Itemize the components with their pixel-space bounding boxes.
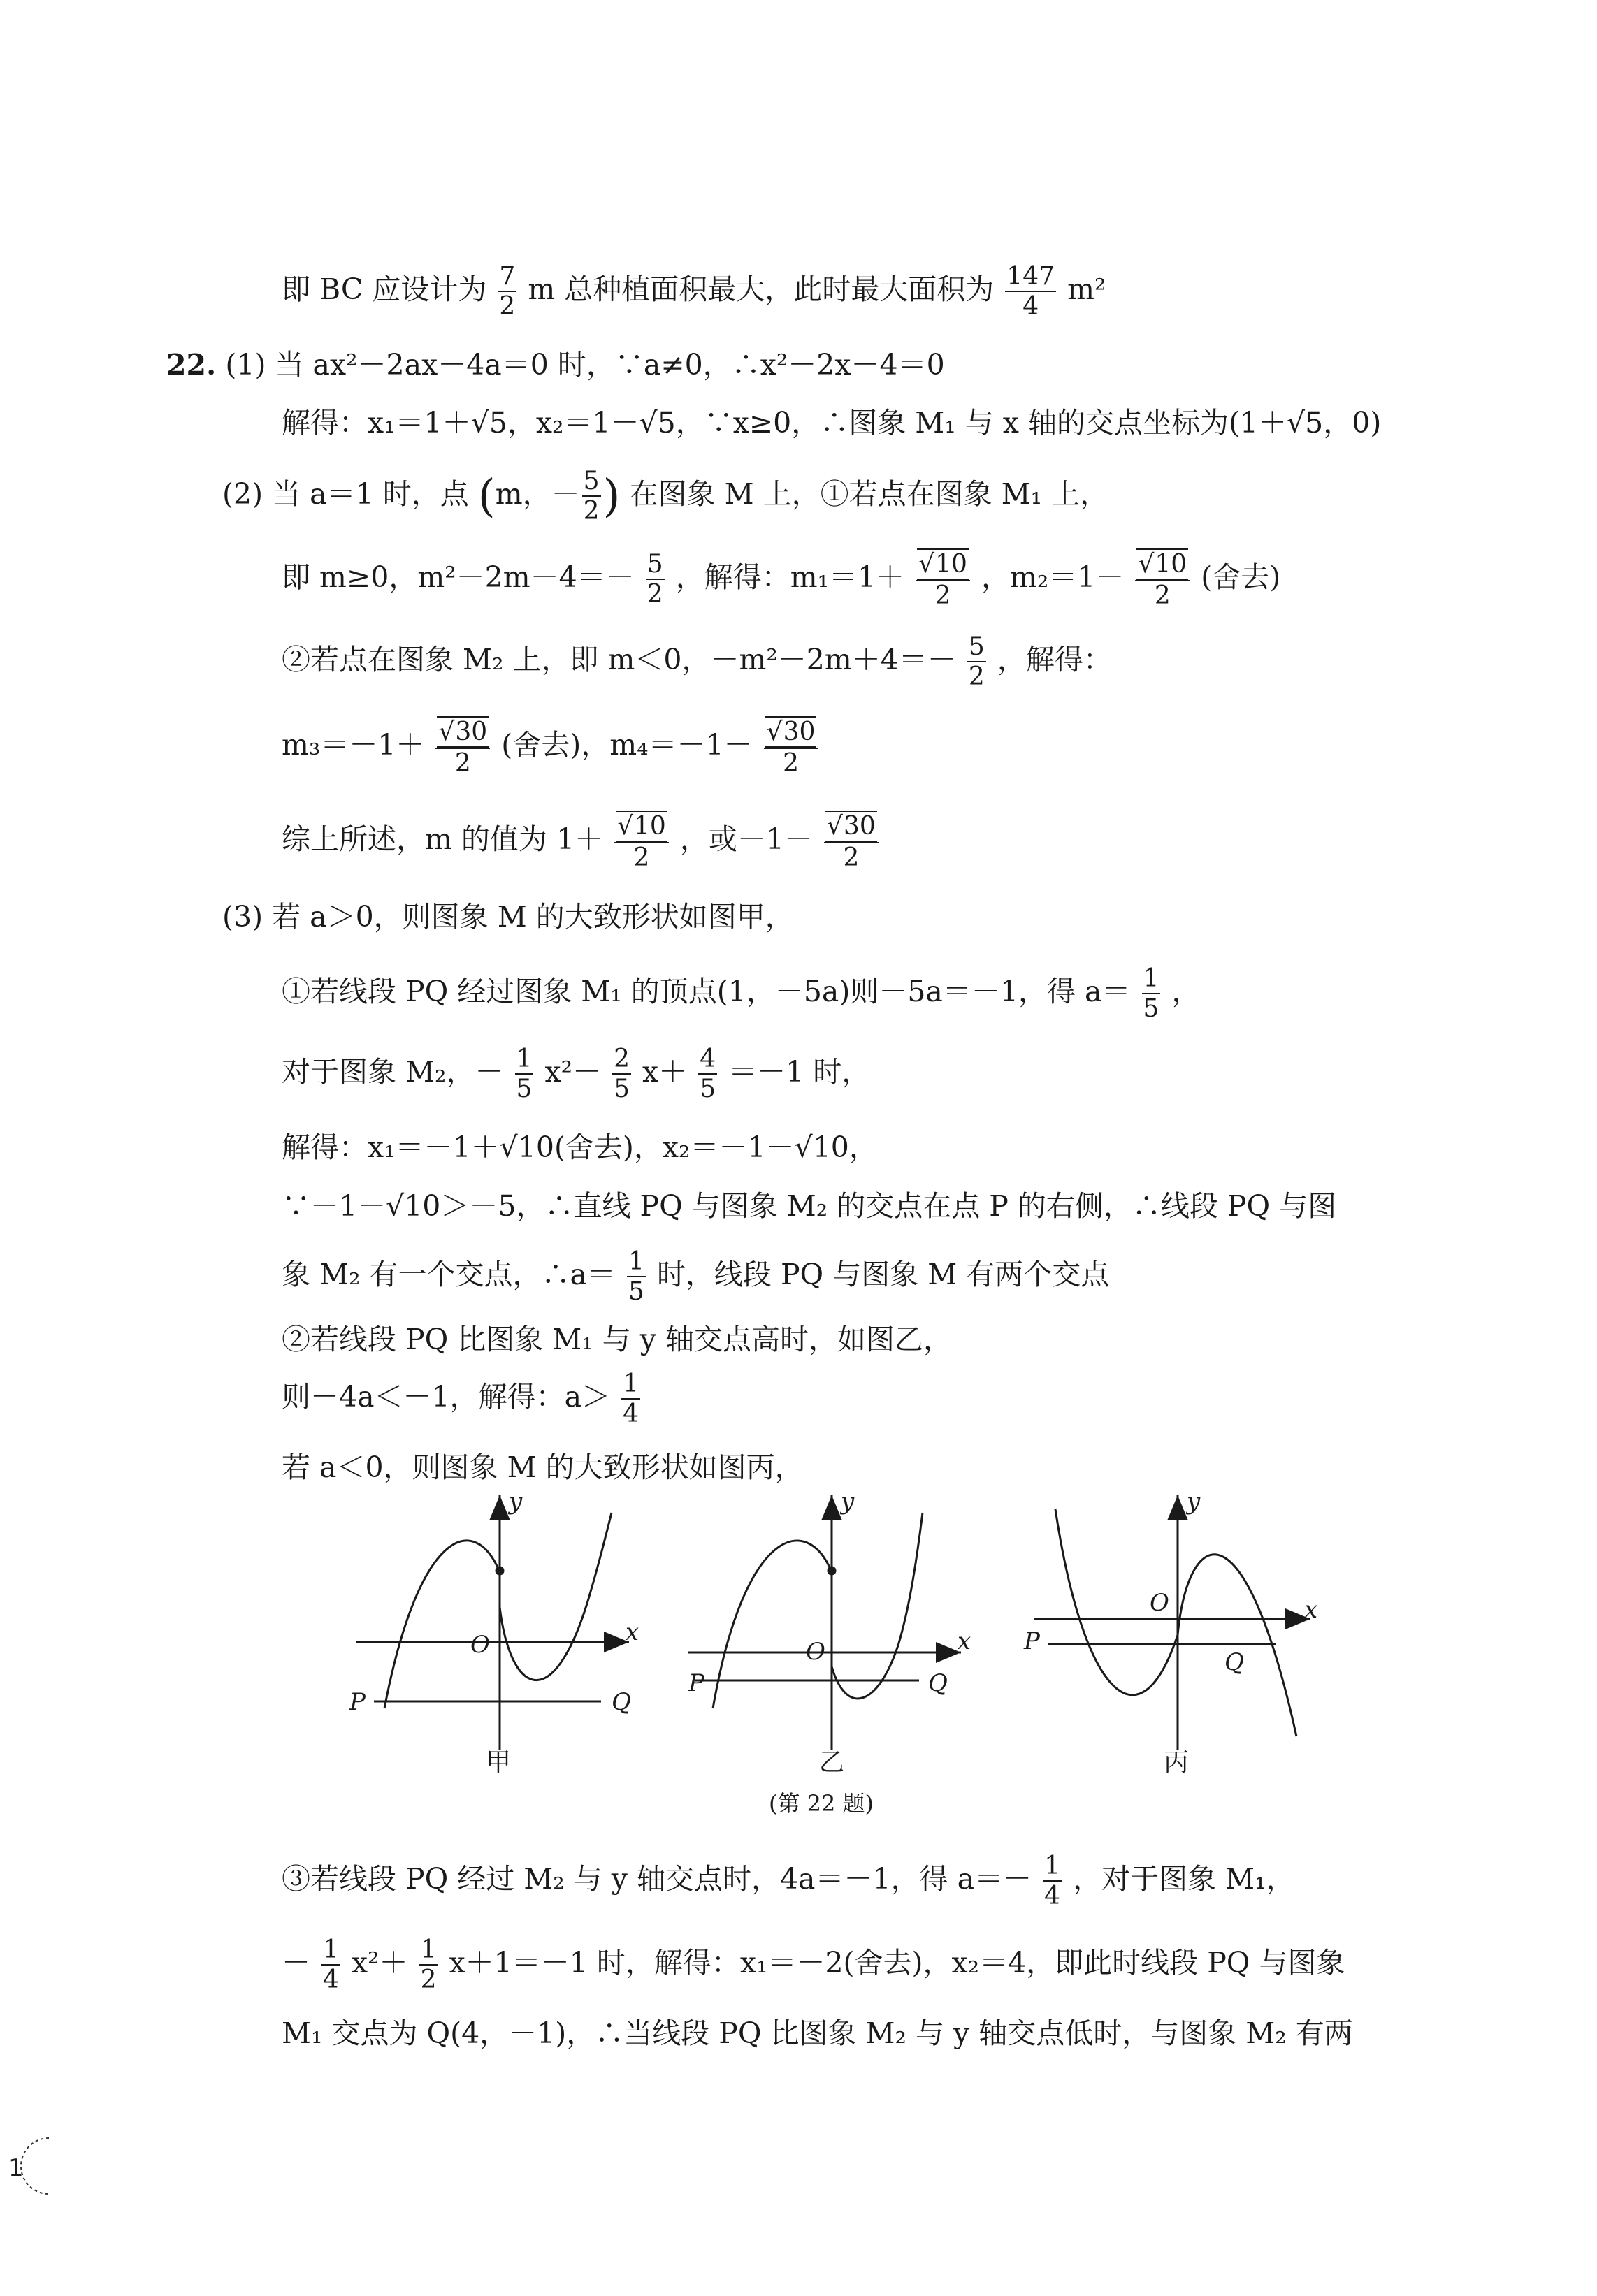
fraction: $\frac{5}{2}$ [646, 550, 663, 609]
label-y: y [509, 1488, 523, 1516]
fraction-sqrt: √ $\frac{10}{2}$ [1135, 548, 1190, 611]
q22-part3-line5: ∵－1－√10＞－5，∴直线 PQ 与图象 M₂ 的交点在点 P 的右侧，∴线段 PQ 与图 [282, 1189, 1337, 1223]
question-number: 22. [166, 348, 217, 382]
q22-part3-line2: ①若线段 PQ 经过图象 M₁ 的顶点(1，－5a)则－5a＝－1，得 a＝ $\frac{1}{5}$ ， [282, 964, 1201, 1024]
fraction-sqrt: √ $\frac{10}{2}$ [916, 548, 970, 611]
graph-name-yi: 乙 [819, 1748, 845, 1777]
label-y: y [1187, 1488, 1201, 1516]
label-o: O [806, 1638, 825, 1666]
curve-m2 [500, 1513, 612, 1680]
fraction: $\frac{1}{5}$ [1143, 964, 1159, 1024]
graph-jia [356, 1495, 629, 1750]
fraction-sqrt: √ $\frac{30}{2}$ [435, 716, 490, 778]
point [496, 1567, 503, 1574]
fraction: $\frac{1}{2}$ [420, 1935, 437, 1995]
q22-part3-line9: 若 a＜0，则图象 M 的大致形状如图丙， [282, 1451, 804, 1484]
label-x: x [626, 1618, 639, 1646]
point [828, 1567, 835, 1574]
figure-caption: (第 22 题) [769, 1790, 874, 1817]
fraction: $\frac{4}{5}$ [700, 1045, 716, 1104]
label-y: y [841, 1488, 855, 1516]
label-o: O [1150, 1589, 1169, 1617]
q22-part3-line4: 解得：x₁＝－1＋√10(舍去)，x₂＝－1－√10， [282, 1131, 878, 1164]
fraction: $\frac{5}{2}$ [583, 467, 600, 526]
q22-part3-line3: 对于图象 M₂，－ $\frac{1}{5}$ x²－ $\frac{2}{5}$ x＋ $\frac{4}{5}$ ＝－1 时， [282, 1045, 871, 1104]
graph-name-bing: 丙 [1164, 1748, 1190, 1777]
curve-m2 [1178, 1555, 1296, 1736]
page-number: 1 [8, 2154, 24, 2182]
label-p: P [688, 1669, 704, 1697]
graph-bing [1034, 1495, 1310, 1750]
fraction: $\frac{1}{4}$ [623, 1369, 639, 1429]
q22-part3-line11: － $\frac{1}{4}$ x²＋ $\frac{1}{2}$ x＋1＝－1 时，解得：x₁＝－2(舍去)，x₂＝4，即此时线段 PQ 与图象 [282, 1935, 1345, 1995]
fraction: $\frac{5}{2}$ [968, 632, 985, 692]
label-p: P [349, 1688, 366, 1716]
q22-part2-line3: ②若点在图象 M₂ 上，即 m＜0，－m²－2m＋4＝－ $\frac{5}{2}$ ，解得： [282, 632, 1112, 692]
graphs-svg [342, 1485, 1377, 1778]
page-number-mark [0, 2135, 50, 2197]
fraction: $\frac{7}{2}$ [499, 262, 516, 321]
q22-part2-line5: 综上所述，m 的值为 1＋ √ $\frac{10}{2}$ ，或－1－ √ $\frac{30}{2}$ [282, 811, 881, 873]
label-p: P [1024, 1627, 1040, 1655]
curve-m1 [713, 1541, 832, 1708]
curve-m1 [384, 1541, 500, 1708]
q22-part3-line12: M₁ 交点为 Q(4，－1)，∴当线段 PQ 比图象 M₂ 与 y 轴交点低时，与图象 M₂ 有两 [282, 2017, 1353, 2050]
q22-part3-line8: 则－4a＜－1，解得：a＞ $\frac{1}{4}$ [282, 1369, 639, 1429]
conclusion-line: 即 BC 应设计为 $\frac{7}{2}$ m 总种植面积最大，此时最大面积为 $\frac{147}{4}$ m² [282, 262, 1106, 321]
q22-part3-line10: ③若线段 PQ 经过 M₂ 与 y 轴交点时，4a＝－1，得 a＝－ $\frac{1}{4}$ ，对于图象 M₁， [282, 1852, 1295, 1911]
graph-name-jia: 甲 [486, 1748, 512, 1777]
label-q: Q [928, 1669, 948, 1697]
label-o: O [470, 1631, 490, 1659]
q22-part1-line1: 22. (1) 当 ax²－2ax－4a＝0 时，∵a≠0，∴x²－2x－4＝0 [166, 348, 945, 382]
fraction: $\frac{1}{4}$ [323, 1935, 339, 1995]
graph-yi [688, 1495, 961, 1750]
label-x: x [958, 1627, 971, 1655]
fraction-sqrt: √ $\frac{30}{2}$ [764, 716, 818, 778]
q22-part1-line2: 解得：x₁＝1＋√5，x₂＝1－√5，∵x≥0，∴图象 M₁ 与 x 轴的交点坐标为(1＋√5，0) [282, 406, 1382, 439]
q22-part3-line6: 象 M₂ 有一个交点，∴a＝ $\frac{1}{5}$ 时，线段 PQ 与图象 M 有两个交点 [282, 1247, 1110, 1307]
label-q: Q [612, 1688, 631, 1716]
label-q: Q [1224, 1648, 1244, 1676]
fraction: $\frac{1}{5}$ [516, 1045, 533, 1104]
q22-part2-line4: m₃＝－1＋ √ $\frac{30}{2}$ (舍去)，m₄＝－1－ √ $\frac{30}{2}$ [282, 716, 820, 778]
fraction-sqrt: √ $\frac{30}{2}$ [824, 811, 879, 873]
fraction-sqrt: √ $\frac{10}{2}$ [614, 811, 669, 873]
q22-part3-line7: ②若线段 PQ 比图象 M₁ 与 y 轴交点高时，如图乙， [282, 1323, 952, 1356]
q22-part2-line2: 即 m≥0，m²－2m－4＝－ $\frac{5}{2}$ ，解得：m₁＝1＋ √ $\frac{10}{2}$ ，m₂＝1－ √ $\frac{10}{2}$ (舍去) [282, 548, 1280, 611]
q22-part3-line1: (3) 若 a＞0，则图象 M 的大致形状如图甲， [222, 900, 794, 933]
fraction: $\frac{2}{5}$ [614, 1045, 630, 1104]
figure-graphs [342, 1485, 1377, 1778]
fraction: $\frac{1}{5}$ [628, 1247, 644, 1307]
label-x: x [1304, 1596, 1318, 1624]
curve-m2 [832, 1513, 923, 1699]
fraction: $\frac{147}{4}$ [1006, 262, 1055, 321]
q22-part2-line1: (2) 当 a＝1 时，点 (m，－ $\frac{5}{2}$ ) 在图象 M 上，①若点在图象 M₁ 上， [222, 467, 1109, 526]
fraction: $\frac{1}{4}$ [1044, 1852, 1061, 1911]
